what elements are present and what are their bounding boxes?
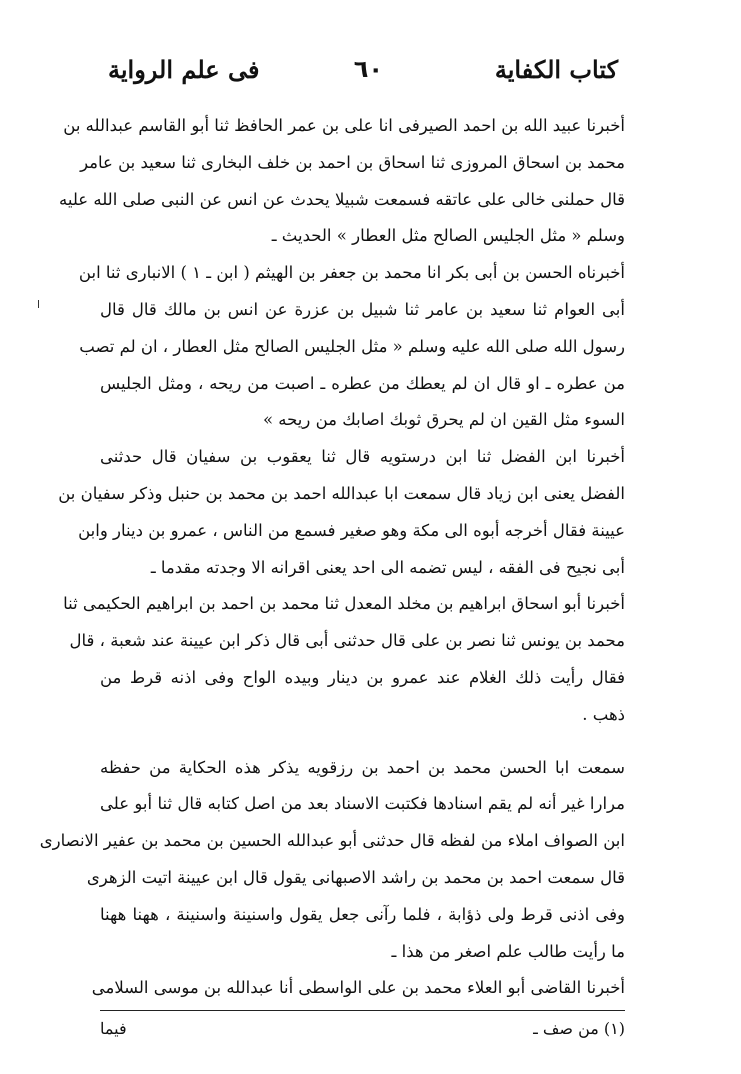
footnote: (١) من صف ـ: [533, 1019, 625, 1038]
page-footer: [100, 1014, 625, 1044]
text-line: وسلم « مثل الجليس الصالح مثل العطار » الحديث ـ: [271, 226, 625, 246]
text-line: الفضل يعنى ابن زياد قال سمعت ابا عبدالله احمد بن محمد بن حنبل وذكر سفيان بن: [58, 483, 625, 503]
text-line: قال حملنى خالى على عاتقه فسمعت شبيلا يحدث عن انس عن النبى صلى الله عليه: [59, 189, 625, 209]
book-title: كتاب الكفاية: [494, 55, 618, 84]
text-line: أخبرنا عبيد الله بن احمد الصيرفى انا على بن عمر الحافظ ثنا أبو القاسم عبدالله بن: [63, 116, 625, 135]
text-line: أبى العوام ثنا سعيد بن عامر ثنا شبيل بن عزرة عن انس بن مالك قال قال: [100, 299, 625, 319]
text-line: محمد بن اسحاق المروزى ثنا اسحاق بن احمد بن خلف البخارى ثنا سعيد بن عامر: [80, 152, 625, 172]
text-line: سمعت ابا الحسن محمد بن احمد بن رزقويه يذكر هذه الحكاية من حفظه: [100, 757, 625, 777]
text-line: من عطره ـ او قال ان لم يعطك من عطره ـ اصبت من ريحه ، ومثل الجليس: [100, 373, 625, 393]
text-line: رسول الله صلى الله عليه وسلم « مثل الجليس الصالح مثل العطار ، ان لم تصب: [79, 336, 625, 356]
margin-mark: [38, 300, 39, 308]
text-line: قال سمعت احمد بن محمد بن راشد الاصبهانى يقول قال ابن عيينة اتيت الزهرى: [86, 867, 625, 887]
text-line: السوء مثل القين ان لم يحرق ثوبك اصابك من ريحه »: [262, 410, 625, 430]
text-line: أخبرنا ابن الفضل ثنا ابن درستويه قال ثنا يعقوب بن سفيان قال حدثنى: [100, 447, 625, 467]
book-subject: فى علم الرواية: [108, 55, 260, 84]
catchword: فيما: [100, 1019, 127, 1038]
footnote-divider: [100, 1010, 625, 1011]
text-line: أبى نجيح فى الفقه ، ليس تضمه الى احد يعنى اقرانه الا وجدته مقدما ـ: [150, 557, 625, 577]
page-body: [39, 108, 625, 1007]
text-line: عيينة فقال أخرجه أبوه الى مكة وهو صغير فسمع من الناس ، عمرو بن دينار وابن: [78, 520, 625, 540]
text-line: ابن الصواف املاء من لفظه قال حدثنى أبو عبدالله الحسين بن محمد بن عفير الانصارى: [39, 831, 625, 851]
text-line: أخبرنا القاضى أبو العلاء محمد بن على الواسطى أنا عبدالله بن موسى السلامى: [91, 978, 625, 998]
page-header: [108, 55, 618, 95]
text-line: أخبرنا أبو اسحاق ابراهيم بن مخلد المعدل ثنا محمد بن احمد بن ابراهيم الحكيمى ثنا: [63, 594, 625, 614]
text-line: ذهب .: [582, 704, 625, 724]
page-number: ٦٠: [353, 55, 383, 83]
text-line: أخبرناه الحسن بن أبى بكر انا محمد بن جعفر بن الهيثم ( ابن ـ ١ ) الانبارى ثنا ابن: [78, 263, 625, 283]
text-line: ما رأيت طالب علم اصغر من هذا ـ: [391, 941, 625, 961]
text-line: محمد بن يونس ثنا نصر بن على قال حدثنى أبى قال ذكر ابن عيينة عند شعبة ، قال: [69, 631, 625, 651]
text-line: فقال رأيت ذلك الغلام عند عمرو بن دينار وبيده الواح وفى اذنه قرط من: [100, 667, 625, 687]
text-line: وفى اذنى قرط ولى ذؤابة ، فلما رآنى جعل يقول واسنينة واسنينة ، ههنا ههنا: [100, 904, 625, 924]
text-line: مرارا غير أنه لم يقم اسنادها فكتبت الاسناد بعد من اصل كتابه قال ثنا أبو على: [100, 794, 625, 814]
